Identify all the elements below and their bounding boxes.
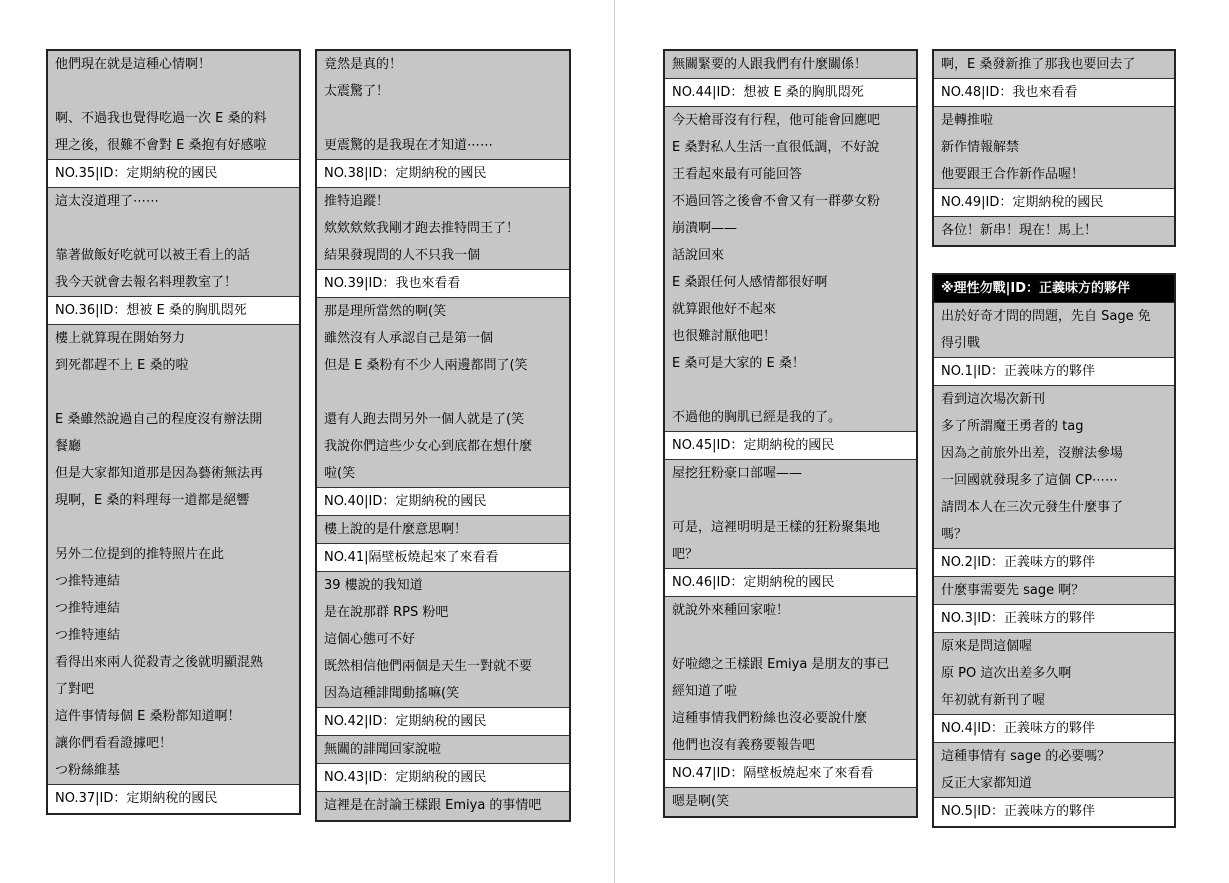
post-line — [672, 377, 909, 404]
post-line: 理之後，很難不會對 E 桑抱有好感啦 — [55, 138, 267, 153]
post-id-label: NO.35|ID：定期納稅的國民 — [55, 166, 218, 181]
post-line: 他們現在就是這種心情啊！ — [55, 57, 212, 72]
post-id-label: NO.39|ID：我也來看看 — [324, 276, 461, 291]
post-id-label: NO.43|ID：定期納稅的國民 — [324, 770, 487, 785]
post-line — [672, 487, 909, 514]
post-line: 王看起來最有可能回答 — [672, 167, 803, 182]
post-line: 一回國就發現多了這個 CP⋯⋯ — [941, 473, 1119, 488]
post-line: 更震驚的是我現在才知道⋯⋯ — [324, 138, 494, 153]
post-header — [934, 189, 1174, 217]
post-line: 可是，這裡明明是王樣的狂粉聚集地 — [672, 520, 881, 535]
post-body — [665, 597, 916, 760]
post-body — [934, 386, 1174, 549]
post-line: 竟然是真的！ — [324, 57, 403, 72]
post-body — [665, 107, 916, 432]
post-header — [934, 79, 1174, 107]
post-line: 看得出來兩人從殺青之後就明顯混熟 — [55, 655, 264, 670]
post-line: 不過回答之後會不會又有一群夢女粉 — [672, 194, 881, 209]
post-line: 雖然沒有人承認自己是第一個 — [324, 331, 494, 346]
thread-column-2 — [315, 49, 571, 822]
post-body — [934, 577, 1174, 605]
post-header — [665, 432, 916, 460]
post-line: 那是理所當然的啊(笑 — [324, 304, 447, 319]
post-line: 他要跟王合作新作品喔！ — [941, 167, 1085, 182]
post-line: 欸欸欸欸我剛才跑去推特問王了！ — [324, 221, 520, 236]
post-body — [317, 736, 569, 764]
post-line: 什麼事需要先 sage 啊？ — [941, 583, 1085, 598]
post-line: つ推特連結 — [55, 628, 121, 643]
post-id-label: NO.47|ID：隔壁板燒起來了來看看 — [672, 766, 874, 781]
post-id-label: NO.45|ID：定期納稅的國民 — [672, 438, 835, 453]
post-header — [934, 798, 1174, 826]
post-id-label: NO.38|ID：定期納稅的國民 — [324, 166, 487, 181]
post-line: 啦(笑 — [324, 466, 356, 481]
post-line: 啊，E 桑發新推了那我也要回去了 — [941, 57, 1136, 72]
post-line: 這種事情有 sage 的必要嗎？ — [941, 749, 1111, 764]
post-line — [324, 379, 562, 406]
post-line: 就算跟他好不起來 — [672, 302, 777, 317]
post-line: 另外二位提到的推特照片在此 — [55, 547, 225, 562]
post-body — [934, 51, 1174, 79]
post-id-label: ※理性勿戰|ID：正義味方的夥伴 — [941, 281, 1131, 296]
post-line: 但是大家都知道那是因為藝術無法再 — [55, 466, 264, 481]
post-line: 既然相信他們兩個是天生一對就不要 — [324, 659, 533, 674]
post-id-label: NO.42|ID：定期納稅的國民 — [324, 714, 487, 729]
post-line: 經知道了啦 — [672, 684, 738, 699]
post-line: 原來是問這個喔 — [941, 639, 1033, 654]
post-line: 讓你們看看證據吧！ — [55, 736, 173, 751]
post-line: 原 PO 這次出差多久啊 — [941, 666, 1072, 681]
post-id-label: NO.4|ID：正義味方的夥伴 — [941, 721, 1096, 736]
post-line — [672, 624, 909, 651]
post-body — [934, 743, 1174, 798]
post-line: 嗯是啊(笑 — [672, 794, 730, 809]
post-line: 樓上說的是什麼意思啊！ — [324, 522, 468, 537]
post-id-label: NO.41|隔壁板燒起來了來看看 — [324, 550, 499, 565]
page-spine — [614, 0, 615, 883]
post-line: 了對吧 — [55, 682, 95, 697]
post-line: 出於好奇才問的問題，先自 Sage 免 — [941, 309, 1151, 324]
thread-title-bar — [934, 275, 1174, 303]
post-line: 是在說那群 RPS 粉吧 — [324, 605, 449, 620]
post-line: 我今天就會去報名料理教室了！ — [55, 275, 238, 290]
post-line: 不過他的胸肌已經是我的了。 — [672, 410, 842, 425]
post-header — [317, 488, 569, 516]
post-line — [55, 514, 292, 541]
post-line: 還有人跑去問另外一個人就是了(笑 — [324, 412, 525, 427]
post-line: 靠著做飯好吃就可以被王看上的話 — [55, 248, 251, 263]
post-line: 也很難討厭他吧！ — [672, 329, 777, 344]
post-header — [317, 270, 569, 298]
post-line: 啊、不過我也覺得吃過一次 E 桑的料 — [55, 111, 267, 126]
post-id-label: NO.5|ID：正義味方的夥伴 — [941, 804, 1096, 819]
post-line: 但是 E 桑粉有不少人兩邊都問了(笑 — [324, 358, 528, 373]
post-body — [934, 633, 1174, 715]
post-line: 多了所謂魔王勇者的 tag — [941, 419, 1084, 434]
post-header — [934, 358, 1174, 386]
post-line: 得引戰 — [941, 336, 981, 351]
post-id-label: NO.2|ID：正義味方的夥伴 — [941, 555, 1096, 570]
post-header — [934, 549, 1174, 577]
post-line: 這件事情每個 E 桑粉都知道啊！ — [55, 709, 241, 724]
post-line: E 桑可是大家的 E 桑！ — [672, 356, 805, 371]
post-body — [665, 788, 916, 816]
post-line — [55, 379, 292, 406]
post-id-label: NO.3|ID：正義味方的夥伴 — [941, 611, 1096, 626]
post-line: 這種事情我們粉絲也沒必要說什麼 — [672, 711, 868, 726]
post-line: E 桑對私人生活一直很低調，不好說 — [672, 140, 880, 155]
post-body — [934, 217, 1174, 245]
post-body — [665, 51, 916, 79]
post-id-label: NO.1|ID：正義味方的夥伴 — [941, 364, 1096, 379]
post-line — [55, 78, 292, 105]
post-body — [317, 572, 569, 708]
post-line: 到死都趕不上 E 桑的啦 — [55, 358, 189, 373]
post-line: 餐廳 — [55, 439, 82, 454]
post-line: 今天槍哥沒有行程，他可能會回應吧 — [672, 113, 881, 128]
post-line: 推特追蹤！ — [324, 194, 390, 209]
post-line: 新作情報解禁 — [941, 140, 1020, 155]
post-line: 現啊，E 桑的料理每一道都是絕響 — [55, 493, 250, 508]
post-body — [48, 51, 299, 160]
post-id-label: NO.36|ID：想被 E 桑的胸肌悶死 — [55, 303, 247, 318]
post-body — [48, 325, 299, 785]
post-body — [317, 792, 569, 820]
post-line: 他們也沒有義務要報告吧 — [672, 738, 816, 753]
post-line: 因為這種誹聞動搖嘛(笑 — [324, 686, 460, 701]
post-line: 樓上就算現在開始努力 — [55, 331, 186, 346]
post-id-label: NO.48|ID：我也來看看 — [941, 85, 1078, 100]
post-header — [317, 764, 569, 792]
post-header — [317, 544, 569, 572]
post-line: 話說回來 — [672, 248, 725, 263]
post-line: 崩潰啊—— — [672, 221, 738, 236]
post-body — [317, 188, 569, 270]
post-body — [48, 188, 299, 297]
post-line: 因為之前旅外出差，沒辦法參場 — [941, 446, 1124, 461]
post-line: 結果發現問的人不只我一個 — [324, 248, 481, 263]
post-line: 屋挖狂粉豪口部喔—— — [672, 466, 803, 481]
post-line: E 桑跟任何人感情都很好啊 — [672, 275, 828, 290]
post-header — [934, 605, 1174, 633]
post-header — [48, 297, 299, 325]
post-body — [317, 51, 569, 160]
post-line: E 桑雖然說過自己的程度沒有辦法開 — [55, 412, 263, 427]
post-line: 無關緊要的人跟我們有什麼關係！ — [672, 57, 868, 72]
thread-column-1 — [46, 49, 301, 815]
post-id-label: NO.46|ID：定期納稅的國民 — [672, 575, 835, 590]
post-line: 好啦總之王樣跟 Emiya 是朋友的事已 — [672, 657, 890, 672]
post-line: 就說外來種回家啦！ — [672, 603, 790, 618]
post-line: つ推特連結 — [55, 601, 121, 616]
post-body — [934, 107, 1174, 189]
thread-column-4 — [932, 49, 1176, 247]
post-line: 這太沒道理了⋯⋯ — [55, 194, 160, 209]
post-line — [324, 105, 562, 132]
post-header — [665, 79, 916, 107]
post-line: 39 樓說的我知道 — [324, 578, 423, 593]
post-id-label: NO.49|ID：定期納稅的國民 — [941, 195, 1104, 210]
post-line: 嗎？ — [941, 527, 968, 542]
post-header — [665, 760, 916, 788]
post-body — [665, 460, 916, 569]
post-line — [55, 215, 292, 242]
post-line: 這個心態可不好 — [324, 632, 416, 647]
post-line: つ粉絲維基 — [55, 763, 121, 778]
post-body — [317, 298, 569, 488]
post-line: 吧？ — [672, 547, 699, 562]
post-line: 太震驚了！ — [324, 84, 390, 99]
post-line: 看到這次場次新刊 — [941, 392, 1046, 407]
thread-column-3 — [663, 49, 918, 818]
post-line: 年初就有新刊了喔 — [941, 693, 1046, 708]
post-body — [934, 303, 1174, 358]
thread-column-5 — [932, 273, 1176, 828]
post-line: つ推特連結 — [55, 574, 121, 589]
post-id-label: NO.44|ID：想被 E 桑的胸肌悶死 — [672, 85, 864, 100]
post-line: 反正大家都知道 — [941, 776, 1033, 791]
post-header — [317, 160, 569, 188]
post-line: 各位！新串！現在！馬上！ — [941, 223, 1098, 238]
post-line: 無關的誹聞回家說啦 — [324, 742, 442, 757]
post-body — [317, 516, 569, 544]
post-line: 這裡是在討論王樣跟 Emiya 的事情吧 — [324, 798, 542, 813]
post-header — [317, 708, 569, 736]
post-header — [665, 569, 916, 597]
post-id-label: NO.40|ID：定期納稅的國民 — [324, 494, 487, 509]
post-line: 我說你們這些少女心到底都在想什麼 — [324, 439, 533, 454]
post-id-label: NO.37|ID：定期納稅的國民 — [55, 791, 218, 806]
post-line: 是轉推啦 — [941, 113, 994, 128]
post-header — [48, 785, 299, 813]
post-header — [48, 160, 299, 188]
post-header — [934, 715, 1174, 743]
post-line: 請問本人在三次元發生什麼事了 — [941, 500, 1124, 515]
